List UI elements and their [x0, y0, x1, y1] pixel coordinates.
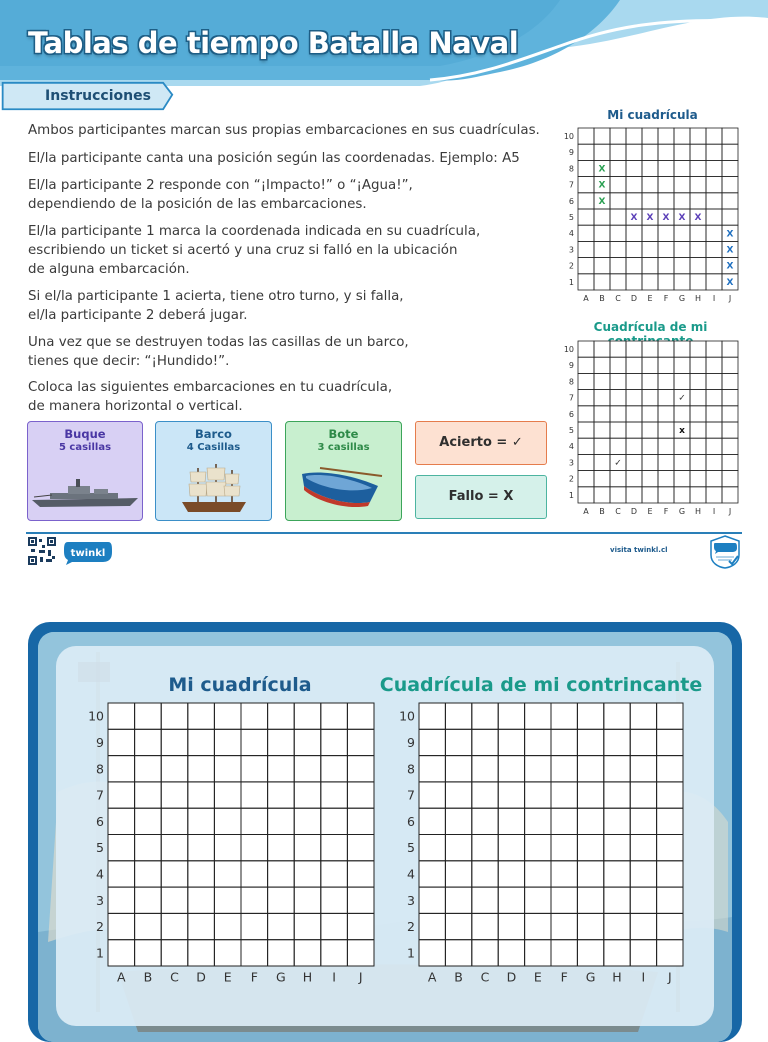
my-grid-example [556, 122, 746, 306]
grid-row-label: 9 [96, 734, 104, 750]
footer-divider [26, 532, 742, 534]
grid-row-label: 1 [407, 945, 415, 961]
grid-col-label: G [678, 507, 686, 516]
grid-col-label: E [533, 969, 542, 985]
grid-col-label: A [583, 294, 589, 303]
grid-col-label: G [678, 294, 686, 303]
hit-legend: Acierto = ✓ [415, 421, 547, 465]
grid-mark: X [694, 213, 702, 224]
grid-row-label: 6 [96, 813, 104, 829]
grid-col-label: J [667, 969, 672, 985]
instruction-7: Coloca las siguientes embarcaciones en tu cuadrícula, de manera horizontal o vertical. [28, 380, 393, 414]
rowboat-icon [300, 464, 386, 510]
grid-row-label: 4 [407, 866, 415, 882]
instruction-5: Si el/la participante 1 acierta, tiene otro turno, y si falla, el/la participante 2 deberá jugar. [28, 289, 404, 323]
grid-row-label: 9 [568, 361, 574, 371]
instruction-3: El/la participante 2 responde con “¡Impacto!” o “¡Agua!”, dependiendo de la posición de las embarcaciones. [28, 178, 413, 212]
footer-visit-text: visita twinkl.cl [610, 546, 668, 554]
grid-col-label: A [117, 969, 126, 985]
grid-row-label: 5 [568, 212, 574, 222]
grid-row-label: 3 [568, 245, 574, 255]
grid-col-label: D [630, 507, 638, 516]
grid-col-label: H [612, 969, 622, 985]
grid-col-label: G [585, 969, 596, 985]
grid-row-label: 3 [568, 458, 574, 468]
ship-name: Buque [64, 427, 106, 441]
grid-mark: ✓ [678, 393, 686, 404]
grid-mark: X [630, 213, 638, 224]
ship-card-barco [155, 421, 272, 521]
board-opponent-grid-title: Cuadrícula de mi contrincante [379, 674, 703, 696]
grid-mark: x [679, 426, 685, 437]
grid-row-label: 10 [563, 344, 574, 354]
grid-col-label: B [599, 507, 605, 516]
qr-code-icon [28, 537, 56, 565]
grid-row-label: 7 [568, 180, 574, 190]
grid-mark: X [598, 196, 606, 207]
grid-mark: X [598, 164, 606, 175]
grid-row-label: 6 [568, 409, 574, 419]
grid-mark: X [726, 277, 734, 288]
grid-col-label: G [276, 969, 286, 985]
page-title: Tablas de tiempo Batalla Naval [28, 26, 519, 60]
my-grid-example-title: Mi cuadrícula [607, 108, 698, 122]
grid-col-label: B [454, 969, 463, 985]
instruction-1: Ambos participantes marcan sus propias embarcaciones en sus cuadrículas. [28, 123, 540, 138]
ship-cells: 5 casillas [58, 442, 112, 453]
board-my-grid-title: Mi cuadrícula [168, 674, 312, 696]
grid-row-label: 8 [96, 761, 104, 777]
grid-mark: X [678, 213, 686, 224]
opponent-grid-example-title: Cuadrícula de mi [593, 320, 708, 334]
twinkl-logo-text: twinkl [70, 548, 106, 559]
grid-row-label: 10 [563, 131, 574, 141]
grid-col-label: D [196, 969, 206, 985]
opponent-grid-example [556, 335, 746, 519]
grid-mark: ✓ [614, 458, 622, 469]
grid-row-label: 6 [568, 196, 574, 206]
grid-row-label: 4 [96, 866, 104, 882]
instruction-2: El/la participante canta una posición según las coordenadas. Ejemplo: A5 [28, 151, 520, 166]
grid-col-label: E [647, 294, 653, 303]
instruction-4: El/la participante 1 marca la coordenada indicada en su cuadrícula, escribiendo un ticket si acertó y una cruz si falló en la ubicación de alguna embarcación. [28, 224, 481, 277]
grid-col-label: I [712, 507, 716, 516]
grid-row-label: 7 [568, 393, 574, 403]
ship-cells: 3 casillas [317, 442, 370, 453]
grid-row-label: 9 [407, 734, 415, 750]
grid-mark: X [598, 180, 606, 191]
twinkl-logo [62, 538, 114, 566]
grid-mark: X [662, 213, 670, 224]
grid-col-label: I [641, 969, 646, 985]
sailing-ship-icon [178, 462, 250, 516]
grid-mark: X [726, 229, 734, 240]
instructions-heading: Instrucciones [45, 88, 151, 104]
ship-name: Bote [328, 427, 359, 441]
board-opponent-grid [388, 700, 688, 995]
grid-row-label: 1 [568, 277, 574, 287]
grid-row-label: 3 [407, 892, 415, 908]
ship-card-bote [285, 421, 402, 521]
grid-col-label: H [694, 507, 702, 516]
grid-col-label: A [427, 969, 437, 985]
grid-col-label: F [250, 969, 258, 985]
grid-col-label: B [599, 294, 605, 303]
ship-cells: 4 Casillas [186, 442, 241, 453]
grid-col-label: C [615, 294, 621, 303]
grid-col-label: C [170, 969, 179, 985]
ship-name: Barco [195, 427, 232, 441]
grid-col-label: H [694, 294, 702, 303]
grid-col-label: B [143, 969, 153, 985]
grid-col-label: F [663, 294, 669, 303]
grid-col-label: F [663, 507, 669, 516]
grid-col-label: J [728, 507, 732, 516]
grid-col-label: F [560, 969, 568, 985]
grid-col-label: I [332, 969, 336, 985]
battleship-icon [30, 476, 140, 510]
grid-row-label: 9 [568, 148, 574, 158]
grid-col-label: J [728, 294, 732, 303]
grid-row-label: 10 [88, 708, 104, 724]
grid-row-label: 2 [568, 474, 574, 484]
grid-row-label: 2 [568, 261, 574, 271]
quality-badge-icon [708, 535, 742, 569]
grid-row-label: 6 [407, 813, 415, 829]
grid-col-label: E [647, 507, 653, 516]
grid-row-label: 5 [96, 840, 104, 856]
grid-mark: X [726, 245, 734, 256]
grid-row-label: 4 [568, 229, 574, 239]
grid-row-label: 5 [407, 840, 415, 856]
grid-row-label: 3 [96, 892, 104, 908]
ship-card-buque [27, 421, 143, 521]
grid-col-label: C [615, 507, 621, 516]
grid-mark: X [646, 213, 654, 224]
grid-col-label: D [630, 294, 638, 303]
grid-row-label: 2 [96, 919, 104, 935]
grid-col-label: A [583, 507, 589, 516]
grid-row-label: 7 [407, 787, 415, 803]
grid-row-label: 8 [568, 164, 574, 174]
grid-row-label: 1 [96, 945, 104, 961]
grid-col-label: C [480, 969, 490, 985]
grid-col-label: I [712, 294, 716, 303]
grid-row-label: 10 [399, 708, 415, 724]
grid-row-label: 8 [568, 377, 574, 387]
grid-row-label: 2 [407, 919, 415, 935]
grid-col-label: H [302, 969, 313, 985]
grid-row-label: 7 [96, 787, 104, 803]
grid-row-label: 5 [568, 425, 574, 435]
grid-row-label: 1 [568, 490, 574, 500]
grid-row-label: 4 [568, 442, 574, 452]
grid-col-label: D [506, 969, 517, 985]
instruction-6: Una vez que se destruyen todas las casillas de un barco, tienes que decir: “¡Hundido!”. [28, 335, 409, 369]
board-my-grid [80, 700, 380, 995]
grid-mark: X [726, 261, 734, 272]
grid-col-label: J [358, 969, 363, 985]
grid-col-label: E [223, 969, 232, 985]
grid-row-label: 8 [407, 761, 415, 777]
miss-legend: Fallo = X [415, 475, 547, 519]
